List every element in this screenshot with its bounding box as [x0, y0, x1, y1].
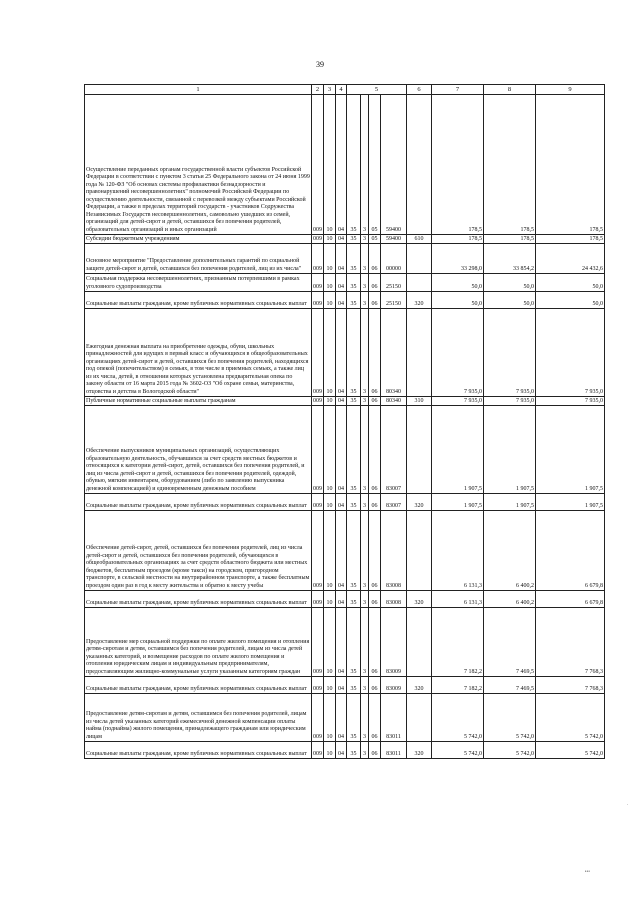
row-cell-c6 — [407, 694, 432, 742]
row-cell-c4: 04 — [336, 608, 347, 677]
row-cell-b: 3 — [361, 677, 369, 694]
row-cell-b: 3 — [361, 494, 369, 511]
table-row — [85, 511, 605, 591]
row-cell-c7: 178,5 — [432, 95, 484, 235]
row-description: Предоставление детям-сиротам и детям, оставшимся без попечения родителей, лицам из числа детей указанных категорий ежемесячной денежной компенсации оплаты найма (поднайма) жилого помещения, принадлежащего гражданам или юридическим лицам — [85, 694, 312, 742]
table-row — [85, 608, 605, 677]
row-cell-c9: 7 935,0 — [536, 309, 605, 397]
row-cell-b: 3 — [361, 235, 369, 244]
row-cell-d: 06 — [369, 694, 381, 742]
row-cell-e: 25150 — [381, 292, 407, 309]
row-cell-e: 83008 — [381, 511, 407, 591]
row-cell-c8: 7 935,0 — [484, 309, 536, 397]
row-cell-c7: 50,0 — [432, 292, 484, 309]
row-cell-c7: 5 742,0 — [432, 694, 484, 742]
header-cell: 1 — [85, 85, 312, 95]
row-cell-c8: 178,5 — [484, 95, 536, 235]
row-cell-c2: 009 — [312, 511, 324, 591]
row-cell-b: 3 — [361, 742, 369, 759]
table-row — [85, 244, 605, 274]
row-cell-c6: 320 — [407, 742, 432, 759]
budget-table — [84, 84, 605, 759]
row-cell-d: 06 — [369, 274, 381, 292]
header-cell: 3 — [324, 85, 336, 95]
row-cell-c3: 10 — [324, 608, 336, 677]
table-row — [85, 406, 605, 494]
table-row — [85, 494, 605, 511]
page-number: 39 — [316, 60, 324, 69]
row-cell-c9: 1 907,5 — [536, 406, 605, 494]
row-cell-d: 05 — [369, 95, 381, 235]
row-cell-a: 35 — [347, 608, 361, 677]
row-description: Публичные нормативные социальные выплаты гражданам — [85, 397, 312, 406]
row-cell-c3: 10 — [324, 694, 336, 742]
row-cell-c8: 5 742,0 — [484, 694, 536, 742]
row-cell-d: 06 — [369, 406, 381, 494]
row-cell-c6 — [407, 274, 432, 292]
row-cell-a: 35 — [347, 397, 361, 406]
row-cell-c6: 310 — [407, 397, 432, 406]
row-cell-c8: 50,0 — [484, 274, 536, 292]
table-row — [85, 591, 605, 608]
row-cell-d: 05 — [369, 235, 381, 244]
row-cell-c9: 178,5 — [536, 235, 605, 244]
table-row — [85, 694, 605, 742]
table-row — [85, 677, 605, 694]
row-cell-c3: 10 — [324, 494, 336, 511]
header-cell: 4 — [336, 85, 347, 95]
row-description: Обеспечение детей-сирот, детей, оставшихся без попечения родителей, лиц из числа детей-сирот и детей, оставшихся без попечения родителей, обучающихся в общеобразовательных организациях за счет средств областного бюджета или местных бюджетов, бесплатным проездом (кроме такси) на городском, пригородном транспорте, в сельской местности на внутрирайонном транспорте, а также бесплатным проездом один раз в год к месту жительства и обратно к месту учебы — [85, 511, 312, 591]
row-cell-d: 06 — [369, 511, 381, 591]
row-cell-c3: 10 — [324, 292, 336, 309]
row-cell-c7: 1 907,5 — [432, 494, 484, 511]
row-cell-c8: 7 469,5 — [484, 608, 536, 677]
row-cell-b: 3 — [361, 244, 369, 274]
row-cell-c6 — [407, 95, 432, 235]
row-cell-c9: 7 768,3 — [536, 608, 605, 677]
row-cell-c4: 04 — [336, 406, 347, 494]
row-description: Обеспечение выпускников муниципальных организаций, осуществляющих образовательную деятельность, обучавшихся за счет средств местных бюджетов и относящихся к категории детей-сирот, детей, оставшихся без попечения родителей, и лиц из числа детей-сирот и детей, оставшихся без попечения родителей, одеждой, обувью, мягким инвентарем, оборудованием (либо по заявлению выпускника денежной компенсацией) и единовременным денежным пособием — [85, 406, 312, 494]
row-cell-c2: 009 — [312, 494, 324, 511]
row-description: Социальные выплаты гражданам, кроме публичных нормативных социальных выплат — [85, 494, 312, 511]
row-cell-c8: 50,0 — [484, 292, 536, 309]
row-cell-e: 25150 — [381, 274, 407, 292]
row-cell-c4: 04 — [336, 494, 347, 511]
row-cell-c4: 04 — [336, 309, 347, 397]
row-cell-c9: 50,0 — [536, 274, 605, 292]
row-cell-c2: 009 — [312, 694, 324, 742]
row-cell-e: 80340 — [381, 309, 407, 397]
row-cell-d: 06 — [369, 397, 381, 406]
table-row — [85, 235, 605, 244]
row-cell-c3: 10 — [324, 397, 336, 406]
row-description: Осуществление переданных органам государственной власти субъектов Российской Федерации в соответствии с пунктом 3 статьи 25 Федерального закона от 24 июня 1999 года № 120-ФЗ "Об основах системы профилактики безнадзорности и правонарушений несовершеннолетних" полномочий Российской Федерации по осуществлению деятельности, связанной с перевозкой между субъектами Российской Федерации, а также в пределах территорий государств - участников Содружества Независимых Государств несовершеннолетних, самовольно ушедших из семей, организаций для детей-сирот и детей, оставшихся без попечения родителей, образовательных организаций и иных организаций — [85, 95, 312, 235]
table-row — [85, 95, 605, 235]
row-cell-c9: 50,0 — [536, 292, 605, 309]
row-cell-d: 06 — [369, 677, 381, 694]
row-cell-c7: 6 131,3 — [432, 511, 484, 591]
row-cell-a: 35 — [347, 244, 361, 274]
row-cell-c3: 10 — [324, 235, 336, 244]
row-cell-e: 83009 — [381, 677, 407, 694]
row-description: Социальные выплаты гражданам, кроме публичных нормативных социальных выплат — [85, 292, 312, 309]
row-cell-c8: 7 469,5 — [484, 677, 536, 694]
table-row — [85, 397, 605, 406]
header-cell: 7 — [432, 85, 484, 95]
row-cell-c2: 009 — [312, 244, 324, 274]
row-cell-c3: 10 — [324, 274, 336, 292]
row-cell-d: 06 — [369, 309, 381, 397]
row-cell-d: 06 — [369, 608, 381, 677]
row-cell-c6: 320 — [407, 292, 432, 309]
row-cell-c8: 7 935,0 — [484, 397, 536, 406]
row-description: Субсидии бюджетным учреждениям — [85, 235, 312, 244]
row-cell-c3: 10 — [324, 95, 336, 235]
row-cell-d: 06 — [369, 292, 381, 309]
row-cell-c2: 009 — [312, 742, 324, 759]
row-cell-c2: 009 — [312, 274, 324, 292]
row-cell-b: 3 — [361, 274, 369, 292]
row-cell-c7: 50,0 — [432, 274, 484, 292]
row-cell-e: 83011 — [381, 742, 407, 759]
row-cell-c3: 10 — [324, 244, 336, 274]
row-cell-b: 3 — [361, 406, 369, 494]
row-cell-c9: 24 432,6 — [536, 244, 605, 274]
row-cell-e: 00000 — [381, 244, 407, 274]
scan-dot: . — [626, 802, 628, 807]
row-cell-c9: 1 907,5 — [536, 494, 605, 511]
row-cell-a: 35 — [347, 742, 361, 759]
table-row — [85, 292, 605, 309]
row-cell-e: 83007 — [381, 494, 407, 511]
row-cell-a: 35 — [347, 292, 361, 309]
table-row — [85, 274, 605, 292]
row-cell-c4: 04 — [336, 742, 347, 759]
row-cell-b: 3 — [361, 591, 369, 608]
row-cell-b: 3 — [361, 511, 369, 591]
row-description: Социальные выплаты гражданам, кроме публичных нормативных социальных выплат — [85, 677, 312, 694]
row-cell-c3: 10 — [324, 591, 336, 608]
row-cell-c4: 04 — [336, 244, 347, 274]
row-cell-c6 — [407, 309, 432, 397]
row-cell-c9: 5 742,0 — [536, 742, 605, 759]
row-cell-a: 35 — [347, 309, 361, 397]
row-cell-c3: 10 — [324, 677, 336, 694]
row-cell-c4: 04 — [336, 591, 347, 608]
row-cell-e: 83011 — [381, 694, 407, 742]
row-cell-c6 — [407, 244, 432, 274]
row-cell-c8: 1 907,5 — [484, 406, 536, 494]
row-cell-c2: 009 — [312, 608, 324, 677]
row-cell-c6: 320 — [407, 677, 432, 694]
header-cell: 6 — [407, 85, 432, 95]
row-cell-a: 35 — [347, 694, 361, 742]
row-cell-c4: 04 — [336, 292, 347, 309]
row-description: Предоставление мер социальной поддержки по оплате жилого помещения и отопления детям-сиротам и детям, оставшимся без попечения родителей, лицам из числа детей указанных категорий, и возмещение расходов по оплате жилого помещения и отопления юридическим лицам и индивидуальным предпринимателям, предоставляющим жилищно-коммунальные услуги указанным категориям граждан — [85, 608, 312, 677]
row-cell-b: 3 — [361, 694, 369, 742]
row-cell-e: 59400 — [381, 95, 407, 235]
row-cell-c2: 009 — [312, 292, 324, 309]
row-cell-c6: 320 — [407, 494, 432, 511]
row-cell-d: 06 — [369, 591, 381, 608]
row-cell-c4: 04 — [336, 235, 347, 244]
row-cell-d: 06 — [369, 244, 381, 274]
row-cell-c3: 10 — [324, 309, 336, 397]
row-description: Социальные выплаты гражданам, кроме публичных нормативных социальных выплат — [85, 742, 312, 759]
row-cell-c6 — [407, 608, 432, 677]
row-cell-c3: 10 — [324, 406, 336, 494]
row-cell-c7: 6 131,3 — [432, 591, 484, 608]
row-cell-b: 3 — [361, 292, 369, 309]
scan-mark: ••• — [584, 870, 590, 875]
row-cell-a: 35 — [347, 95, 361, 235]
row-cell-c7: 1 907,5 — [432, 406, 484, 494]
row-cell-c8: 33 854,2 — [484, 244, 536, 274]
row-cell-c7: 33 298,0 — [432, 244, 484, 274]
row-cell-e: 80340 — [381, 397, 407, 406]
row-cell-c2: 009 — [312, 406, 324, 494]
table-row — [85, 309, 605, 397]
row-cell-c8: 5 742,0 — [484, 742, 536, 759]
row-cell-c3: 10 — [324, 742, 336, 759]
row-cell-c2: 009 — [312, 95, 324, 235]
row-cell-c2: 009 — [313, 397, 322, 404]
row-cell-c4: 04 — [336, 274, 347, 292]
row-cell-c8: 6 400,2 — [484, 591, 536, 608]
row-cell-c9: 178,5 — [536, 95, 605, 235]
row-cell-b: 3 — [361, 95, 369, 235]
row-cell-c6 — [407, 511, 432, 591]
row-cell-e: 59400 — [381, 235, 407, 244]
row-cell-c4: 04 — [336, 397, 347, 406]
header-cell: 5 — [347, 85, 407, 95]
row-cell-a: 35 — [347, 406, 361, 494]
row-cell-c4: 04 — [336, 511, 347, 591]
row-cell-a: 35 — [347, 591, 361, 608]
row-cell-c6 — [407, 406, 432, 494]
row-cell-a: 35 — [347, 274, 361, 292]
row-cell-c8: 178,5 — [484, 235, 536, 244]
row-cell-a: 35 — [347, 677, 361, 694]
header-cell: 8 — [484, 85, 536, 95]
row-cell-b: 3 — [361, 397, 369, 406]
row-cell-a: 35 — [347, 235, 361, 244]
row-description: Социальная поддержка несовершеннолетних, признанным потерпевшими в рамках уголовного судопроизводства — [85, 274, 312, 292]
row-cell-c2: 009 — [312, 309, 324, 397]
row-cell-e: 83007 — [381, 406, 407, 494]
row-cell-e: 83008 — [381, 591, 407, 608]
row-cell-c9: 5 742,0 — [536, 694, 605, 742]
row-cell-b: 3 — [361, 608, 369, 677]
header-cell: 2 — [312, 85, 324, 95]
row-cell-c9: 7 768,3 — [536, 677, 605, 694]
row-cell-a: 35 — [347, 494, 361, 511]
row-cell-c2: 009 — [312, 591, 324, 608]
table-row — [85, 742, 605, 759]
row-cell-d: 06 — [369, 742, 381, 759]
row-cell-c3: 10 — [324, 511, 336, 591]
row-cell-c8: 6 400,2 — [484, 511, 536, 591]
row-cell-c2: 009 — [312, 677, 324, 694]
row-cell-c6: 320 — [407, 591, 432, 608]
row-cell-c4: 04 — [336, 95, 347, 235]
row-description: Основное мероприятие "Предоставление дополнительных гарантий по социальной защите детей-сирот и детей, оставшихся без попечения родителей, лиц из их числа" — [85, 244, 312, 274]
row-cell-c4: 04 — [336, 694, 347, 742]
row-cell-c7: 5 742,0 — [432, 742, 484, 759]
row-cell-c7: 7 935,0 — [432, 309, 484, 397]
row-cell-c9: 6 679,8 — [536, 591, 605, 608]
row-cell-c8: 1 907,5 — [484, 494, 536, 511]
row-cell-e: 83009 — [381, 608, 407, 677]
row-description: Социальные выплаты гражданам, кроме публичных нормативных социальных выплат — [85, 591, 312, 608]
row-cell-c7: 178,5 — [432, 235, 484, 244]
row-cell-d: 06 — [369, 494, 381, 511]
row-cell-c2: 009 — [313, 235, 322, 242]
row-cell-c7: 7 182,2 — [432, 677, 484, 694]
row-cell-c6: 610 — [407, 235, 432, 244]
row-cell-b: 3 — [361, 309, 369, 397]
row-cell-c7: 7 182,2 — [432, 608, 484, 677]
header-row — [85, 85, 605, 95]
row-cell-c9: 7 935,0 — [536, 397, 605, 406]
row-description: Ежегодная денежная выплата на приобретение одежды, обуви, школьных принадлежностей для идущих в первый класс и обучающихся в общеобразовательных организациях детей-сирот и детей, оставшихся без попечения родителей, находящихся под опекой (попечительством) в семьях, в том числе в приемных семьях, а также лиц из их числа, детей, в отношении которых установлена предварительная опека по закону области от 16 марта 2015 года № 3602-ОЗ "Об охране семьи, материнства, отцовства и детства в Вологодской области" — [85, 309, 312, 397]
row-cell-c7: 7 935,0 — [432, 397, 484, 406]
row-cell-a: 35 — [347, 511, 361, 591]
row-cell-c9: 6 679,8 — [536, 511, 605, 591]
row-cell-c4: 04 — [336, 677, 347, 694]
header-cell: 9 — [536, 85, 605, 95]
